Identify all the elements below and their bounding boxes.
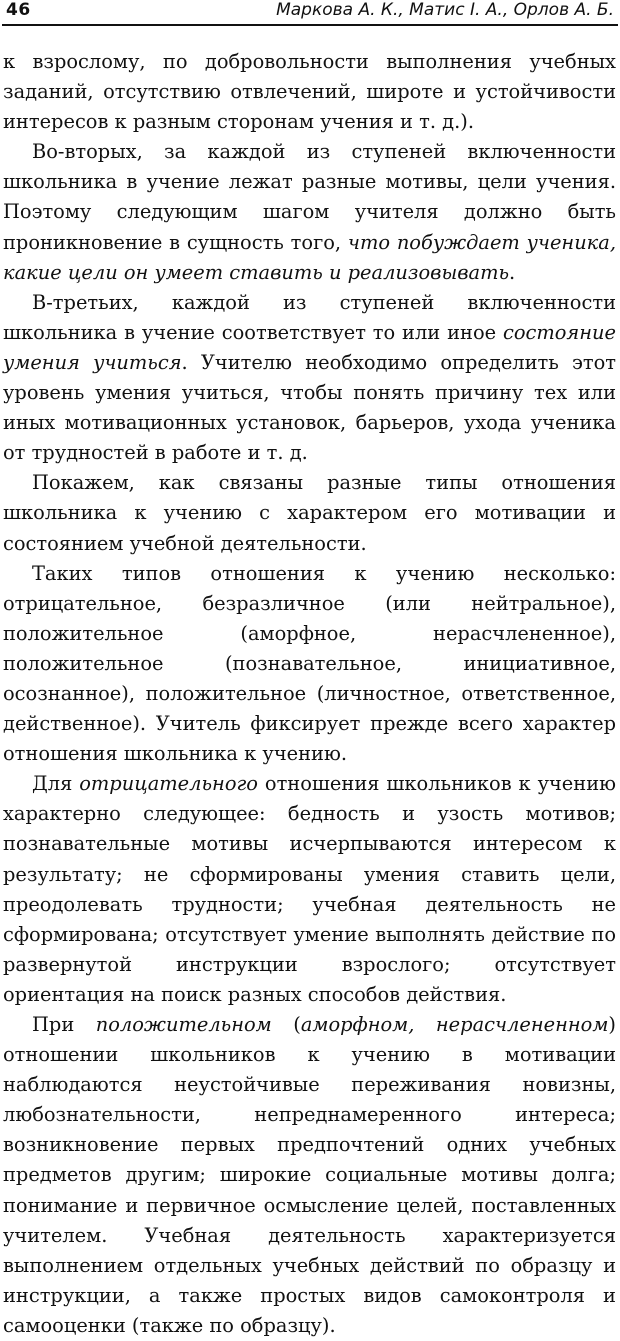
paragraph (3, 468, 616, 558)
italic-phrase: положительном (95, 1013, 272, 1036)
italic-phrase: отрицательного (79, 772, 258, 796)
page-number: 46 (6, 0, 31, 20)
text-run: Покажем, как связаны разные типы отношения школьника к учению с характером его мотивации и состоянием учебной деятельности. (3, 471, 616, 555)
header-rule (2, 24, 618, 26)
text-run: Таких типов отношения к учению несколько: отрицательное, безразличное (или нейтральное), положительное (аморфное, нерасчлененное), положительное (познавательное, инициативное, осознанное), положительное (личностное, ответственное, действенное). Учитель фиксирует прежде всего характер отношения школьника к учению. (3, 561, 616, 766)
italic-phrase: аморфном, нерасчлененном (300, 1013, 609, 1036)
text-run: ( (271, 1013, 301, 1036)
italic-phrase: состояние умения учиться (3, 320, 616, 374)
text-run: Во-вторых, за каждой из ступеней включенности школьника в учение лежат разные мотивы, цели учения. Поэтому следующим шагом учителя должно быть проникновение в сущность того, (3, 140, 616, 254)
text-run: В-третьих, каждой из ступеней включенности школьника в учение соответствует то или иное (3, 290, 616, 344)
paragraph (3, 559, 616, 770)
paragraph (3, 1010, 616, 1341)
text-run: Для (32, 772, 80, 796)
text-run: отношения школьников к учению характерно следующее: бедность и узость мотивов; познавательные мотивы исчерпываются интересом к результату; не сформированы умения ставить цели, преодолевать трудности; учебная деятельность не сформирована; отсутствует умение выполнять действие по развернутой инструкции взрослого; отсутствует ориентация на поиск разных способов действия. (3, 772, 617, 1006)
text-run: . (509, 260, 516, 284)
text-run: к взрослому, по добровольности выполнения учебных заданий, отсутствию отвлечений, широте и устойчивости интересов к разным сторонам учения и т. д.). (3, 50, 616, 134)
paragraph (3, 288, 616, 469)
text-run: При (32, 1013, 96, 1036)
page-header (6, 0, 614, 22)
paragraph (3, 769, 616, 1010)
body-text (3, 47, 616, 1341)
italic-phrase: что побуждает ученика, какие цели он умеет ставить и реализовывать (3, 230, 616, 284)
text-run: . Учителю необходимо определить этот уровень умения учиться, чтобы понять причину тех или иных мотивационных установок, барьеров, ухода ученика от трудностей в работе и т. д. (3, 350, 616, 465)
running-head-authors: Маркова А. К., Матис І. А., Орлов А. Б. (276, 0, 614, 20)
paragraph (3, 137, 616, 287)
paragraph (3, 47, 616, 137)
text-run: ) отношении школьников к учению в мотивации наблюдаются неустойчивые переживания новизны, любознательности, непреднамеренного интереса; возникновение первых предпочтений одних учебных предметов другим; широкие социальные мотивы долга; понимание и первичное осмысление целей, поставленных учителем. Учебная деятельность характеризуется выполнением отдельных учебных действий по образцу и инструкции, а также простых видов самоконтроля и самооценки (также по образцу). (3, 1013, 616, 1337)
